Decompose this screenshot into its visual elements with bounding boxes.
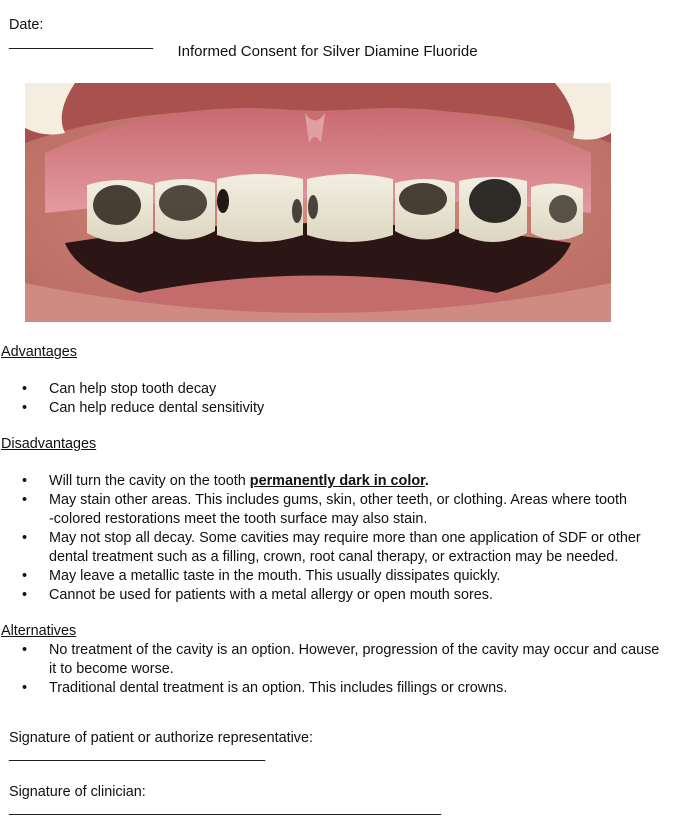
bullet-icon: • — [22, 530, 28, 546]
disadvantages-heading: Disadvantages — [1, 436, 97, 452]
bullet-icon: • — [22, 568, 28, 584]
advantages-heading: Advantages — [1, 344, 78, 360]
date-blank: __________________ — [9, 34, 154, 50]
list-item: • May not stop all decay. Some cavities may require more than one application of SDF or other dental treatment such as a filling, crown, root canal therapy, or extraction may be needed. — [22, 530, 641, 565]
clinician-signature-line — [1, 768, 441, 816]
document-title: Informed Consent for Silver Diamine Fluoride — [177, 43, 478, 60]
list-item: • No treatment of the cavity is an option. However, progression of the cavity may occur and cause it to become worse. — [22, 642, 660, 677]
patient-signature-label: Signature of patient or authorize representative: — [9, 730, 313, 746]
alternatives-heading: Alternatives — [1, 623, 77, 639]
bullet-icon: • — [22, 400, 28, 416]
date-label: Date: — [9, 17, 44, 33]
list-item: • Can help stop tooth decay — [22, 381, 217, 397]
bullet-icon: • — [22, 473, 28, 489]
bullet-icon: • — [22, 381, 28, 397]
bullet-icon: • — [22, 492, 28, 508]
list-item: • Traditional dental treatment is an option. This includes fillings or crowns. — [22, 680, 508, 696]
clinician-signature-label: Signature of clinician: — [9, 784, 146, 800]
list-item: • Can help reduce dental sensitivity — [22, 400, 265, 416]
bullet-icon: • — [22, 680, 28, 696]
list-item: • May stain other areas. This includes gums, skin, other teeth, or clothing. Areas where tooth -colored restorations meet the tooth surface may also stain. — [22, 492, 628, 527]
list-item: • Will turn the cavity on the tooth permanently dark in color. — [22, 473, 429, 489]
emphasis-text: permanently dark in color — [249, 473, 425, 489]
clinician-signature-blank: ______________________________________________________ — [9, 800, 442, 816]
bullet-icon: • — [22, 642, 28, 658]
patient-signature-line — [1, 714, 313, 762]
bullet-icon: • — [22, 587, 28, 603]
disadvantages-list — [0, 472, 680, 605]
list-item: • Cannot be used for patients with a metal allergy or open mouth sores. — [22, 587, 493, 603]
patient-signature-blank: ________________________________ — [9, 746, 266, 762]
advantages-list — [0, 380, 680, 418]
list-item: • May leave a metallic taste in the mouth. This usually dissipates quickly. — [22, 568, 501, 584]
alternatives-list — [0, 641, 680, 698]
teeth-photo — [25, 83, 611, 322]
